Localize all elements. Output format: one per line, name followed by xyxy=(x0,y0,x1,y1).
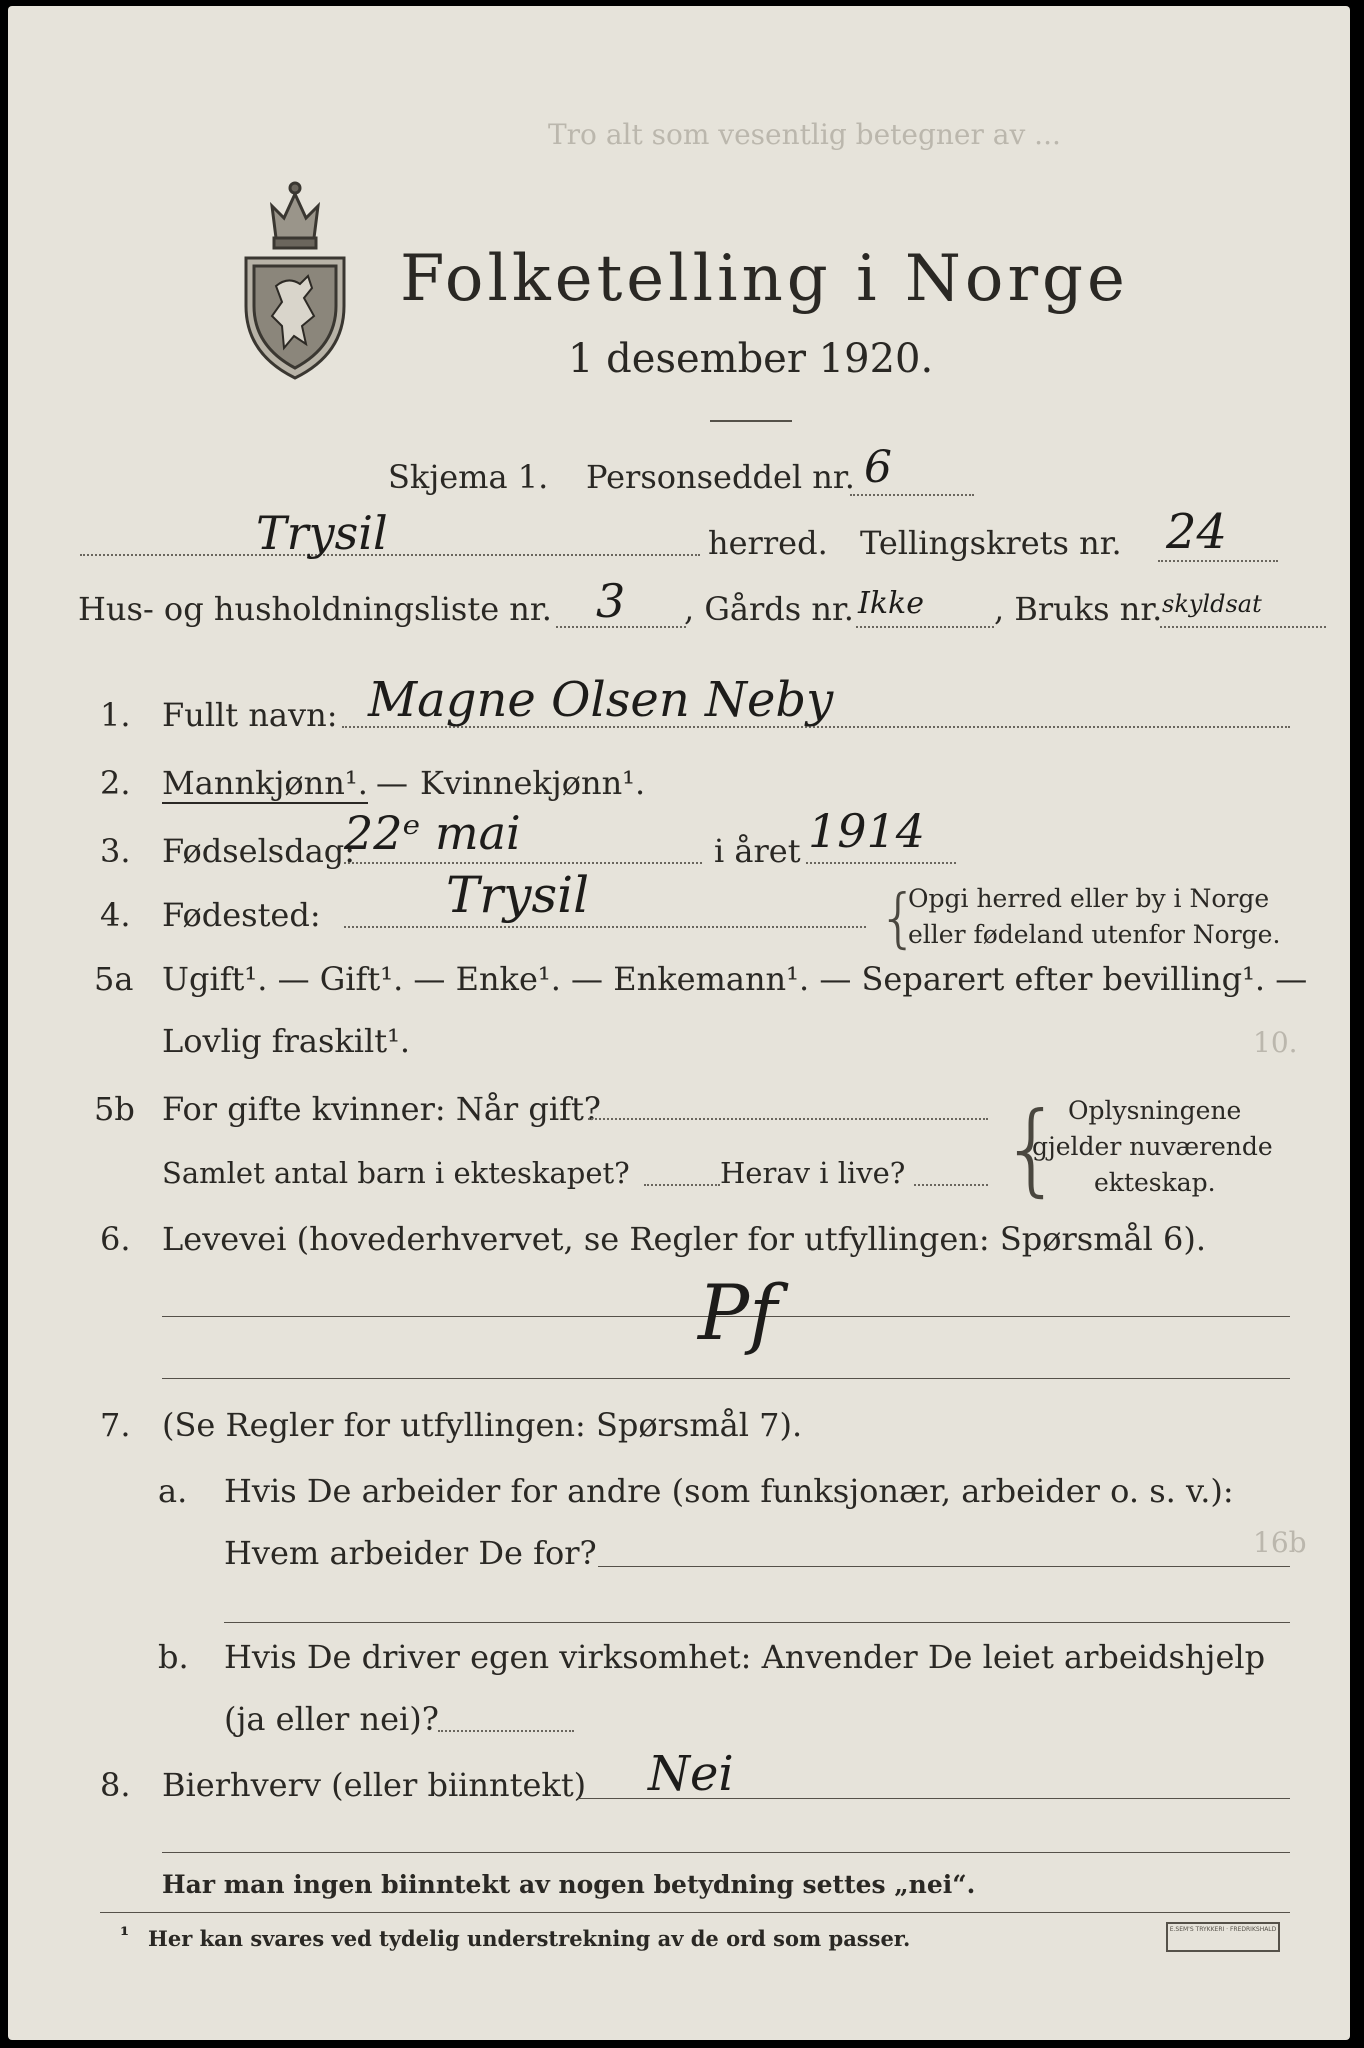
children-total-label: Samlet antal barn i ekteskapet? xyxy=(162,1156,630,1190)
children-total-field-line xyxy=(644,1184,720,1186)
footnote-marker: ¹ xyxy=(120,1922,130,1947)
q1-label: Fullt navn: xyxy=(162,696,338,734)
birthyear-field-line xyxy=(806,862,956,864)
tellingskrets-value: 24 xyxy=(1166,504,1228,560)
personseddel-value: 6 xyxy=(864,442,892,493)
herred-label: herred. xyxy=(708,524,828,562)
q8-number: 8. xyxy=(100,1766,131,1804)
q7a-employer-label: Hvem arbeider De for? xyxy=(224,1534,597,1572)
husliste-label: Hus- og husholdningsliste nr. xyxy=(78,590,552,628)
bruks-value: skyldsat xyxy=(1162,590,1262,618)
herred-field-line xyxy=(80,554,700,556)
occupation-value: Pf xyxy=(698,1268,778,1357)
footnote-divider xyxy=(100,1912,1290,1913)
q7a-number: a. xyxy=(158,1472,188,1510)
q3-number: 3. xyxy=(100,832,131,870)
employer-field-line-2 xyxy=(224,1622,1290,1623)
q4-note-line1: Opgi herred eller by i Norge xyxy=(908,884,1270,913)
bleed-through-num: 10. xyxy=(1253,1026,1298,1059)
gards-field-line xyxy=(856,626,994,628)
q5b-number: 5b xyxy=(94,1090,135,1128)
q3-label: Fødselsdag: xyxy=(162,832,356,870)
bruks-label: , Bruks nr. xyxy=(994,590,1163,628)
q7b-number: b. xyxy=(158,1638,189,1676)
married-when-label: For gifte kvinner: Når gift? xyxy=(162,1090,601,1128)
q5a-number: 5a xyxy=(94,960,134,998)
side-income-note: Har man ingen biinntekt av nogen betydning settes „nei“. xyxy=(162,1870,976,1899)
tellingskrets-field-line xyxy=(1158,560,1278,562)
gender-female-option: Kvinnekjønn¹. xyxy=(420,764,646,802)
q2-number: 2. xyxy=(100,764,131,802)
bleed-through-text: Tro alt som vesentlig betegner av ... xyxy=(548,118,1061,151)
herred-value: Trysil xyxy=(256,506,388,560)
gender-male-option: Mannkjønn¹. xyxy=(162,764,368,802)
gender-separator: — xyxy=(376,764,408,802)
q4-note-line2: eller fødeland utenfor Norge. xyxy=(908,920,1281,949)
q4-number: 4. xyxy=(100,896,131,934)
q5b-note-line2: gjelder nuværende xyxy=(1032,1132,1273,1161)
q5b-note-line1: Oplysningene xyxy=(1068,1096,1242,1125)
q7-number: 7. xyxy=(100,1406,131,1444)
birthplace-value: Trysil xyxy=(446,866,590,924)
q4-note-brace: { xyxy=(878,882,919,956)
full-name-value: Magne Olsen Neby xyxy=(368,672,834,728)
q7b-line2: (ja eller nei)? xyxy=(224,1700,439,1738)
q1-number: 1. xyxy=(100,696,131,734)
q7b-line1: Hvis De driver egen virksomhet: Anvender De leiet arbeidshjelp xyxy=(224,1638,1266,1676)
q8-label: Bierhverv (eller biinntekt) xyxy=(162,1766,587,1804)
footnote-text: Her kan svares ved tydelig understrekning av de ord som passer. xyxy=(148,1926,911,1951)
employer-field-line xyxy=(598,1566,1290,1567)
birthplace-field-line xyxy=(344,926,866,928)
personseddel-label: Personseddel nr. xyxy=(586,458,855,496)
title-divider xyxy=(710,420,792,422)
coat-of-arms-icon xyxy=(236,176,354,386)
bruks-field-line xyxy=(1160,626,1326,628)
q6-number: 6. xyxy=(100,1220,131,1258)
marital-status-options: Ugift¹. — Gift¹. — Enke¹. — Enkemann¹. — Separert efter bevilling¹. — xyxy=(162,960,1308,998)
q7a-line1: Hvis De arbeider for andre (som funksjonær, arbeider o. s. v.): xyxy=(224,1472,1234,1510)
q7-label: (Se Regler for utfyllingen: Spørsmål 7). xyxy=(162,1406,803,1444)
q5b-note-line3: ekteskap. xyxy=(1094,1168,1216,1197)
husliste-value: 3 xyxy=(596,574,626,628)
census-date: 1 desember 1920. xyxy=(568,336,934,382)
hired-help-field-line xyxy=(438,1730,574,1732)
birthdate-value: 22ᵉ mai xyxy=(344,806,521,860)
printer-stamp: E.SEM'S TRYKKERI · FREDRIKSHALD xyxy=(1166,1922,1280,1952)
occupation-line-2 xyxy=(162,1378,1290,1379)
bleed-through-num: 16b xyxy=(1253,1526,1307,1559)
q6-label: Levevei (hovederhvervet, se Regler for utfyllingen: Spørsmål 6). xyxy=(162,1220,1207,1258)
tellingskrets-label: Tellingskrets nr. xyxy=(860,524,1122,562)
children-alive-field-line xyxy=(914,1184,988,1186)
birthyear-label: i året xyxy=(714,832,801,870)
form-title: Folketelling i Norge xyxy=(400,242,1129,316)
birthdate-field-line xyxy=(344,862,702,864)
married-when-field-line xyxy=(588,1118,988,1120)
side-income-value: Nei xyxy=(648,1746,734,1802)
q5b-note-brace: { xyxy=(1000,1090,1064,1207)
q4-label: Fødested: xyxy=(162,896,321,934)
gards-value: Ikke xyxy=(858,586,924,621)
side-income-field-line-2 xyxy=(162,1852,1290,1853)
skjema-label: Skjema 1. xyxy=(388,458,549,496)
census-form-page xyxy=(8,6,1350,2040)
personseddel-field-line xyxy=(850,494,974,496)
birthyear-value: 1914 xyxy=(808,804,926,858)
marital-status-divorced: Lovlig fraskilt¹. xyxy=(162,1022,411,1060)
children-alive-label: Herav i live? xyxy=(720,1156,906,1190)
gards-label: , Gårds nr. xyxy=(684,590,854,628)
